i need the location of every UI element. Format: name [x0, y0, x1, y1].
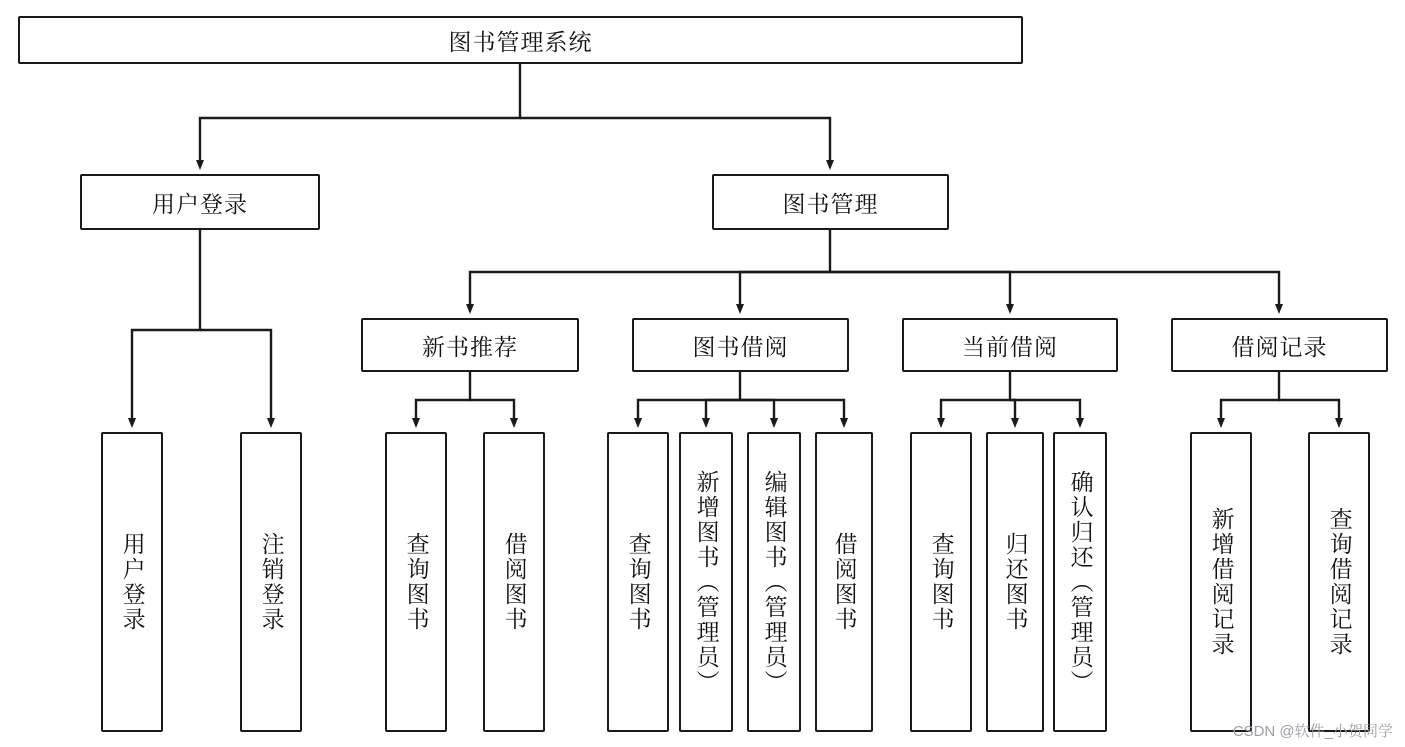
node-book-management[interactable]: [712, 174, 949, 230]
node-user-logout[interactable]: [240, 432, 302, 732]
node-confirm-return[interactable]: [1053, 432, 1107, 732]
node-current-borrow-label: 当前借阅: [962, 333, 1058, 360]
node-query-borrow-record-label: 查询借阅记录: [1326, 507, 1353, 657]
node-new-book-recommend-label: 新书推荐: [422, 333, 518, 360]
node-user-login[interactable]: [101, 432, 163, 732]
node-borrow-record-label: 借阅记录: [1231, 333, 1328, 360]
node-edit-book-label: 编辑图书（管理员）: [761, 469, 788, 695]
node-query-book-current[interactable]: [910, 432, 972, 732]
node-book-borrow-label: 图书借阅: [692, 333, 789, 360]
node-query-book-current-label: 查询图书: [928, 532, 955, 632]
node-new-book-recommend[interactable]: [361, 318, 579, 372]
node-add-book-label: 新增图书（管理员）: [693, 469, 720, 695]
node-borrow-book-recommend[interactable]: [483, 432, 545, 732]
node-borrow-book[interactable]: [815, 432, 873, 732]
node-book-borrow[interactable]: [632, 318, 849, 372]
node-return-book-label: 归还图书: [1002, 532, 1029, 632]
node-query-borrow-record[interactable]: [1308, 432, 1370, 732]
node-confirm-return-label: 确认归还（管理员）: [1067, 469, 1094, 695]
node-query-book-borrow-label: 查询图书: [625, 532, 652, 632]
node-query-book-borrow[interactable]: [607, 432, 669, 732]
node-return-book[interactable]: [986, 432, 1044, 732]
node-root[interactable]: [18, 16, 1023, 64]
node-book-management-label: 图书管理: [782, 190, 879, 217]
node-add-borrow-record-label: 新增借阅记录: [1208, 507, 1235, 657]
node-user-login-group[interactable]: [80, 174, 320, 230]
node-user-logout-label: 注销登录: [258, 532, 285, 632]
node-query-book-recommend-label: 查询图书: [403, 532, 430, 632]
node-user-login-group-label: 用户登录: [152, 190, 248, 217]
node-borrow-book-recommend-label: 借阅图书: [501, 532, 528, 632]
node-user-login-label: 用户登录: [119, 532, 146, 632]
node-current-borrow[interactable]: [902, 318, 1118, 372]
node-add-borrow-record[interactable]: [1190, 432, 1252, 732]
node-root-label: 图书管理系统: [448, 28, 593, 55]
node-add-book[interactable]: [679, 432, 733, 732]
node-borrow-book-label: 借阅图书: [831, 532, 858, 632]
node-borrow-record[interactable]: [1171, 318, 1388, 372]
node-query-book-recommend[interactable]: [385, 432, 447, 732]
node-edit-book[interactable]: [747, 432, 801, 732]
watermark: CSDN @软件_小贺同学: [1232, 723, 1393, 740]
